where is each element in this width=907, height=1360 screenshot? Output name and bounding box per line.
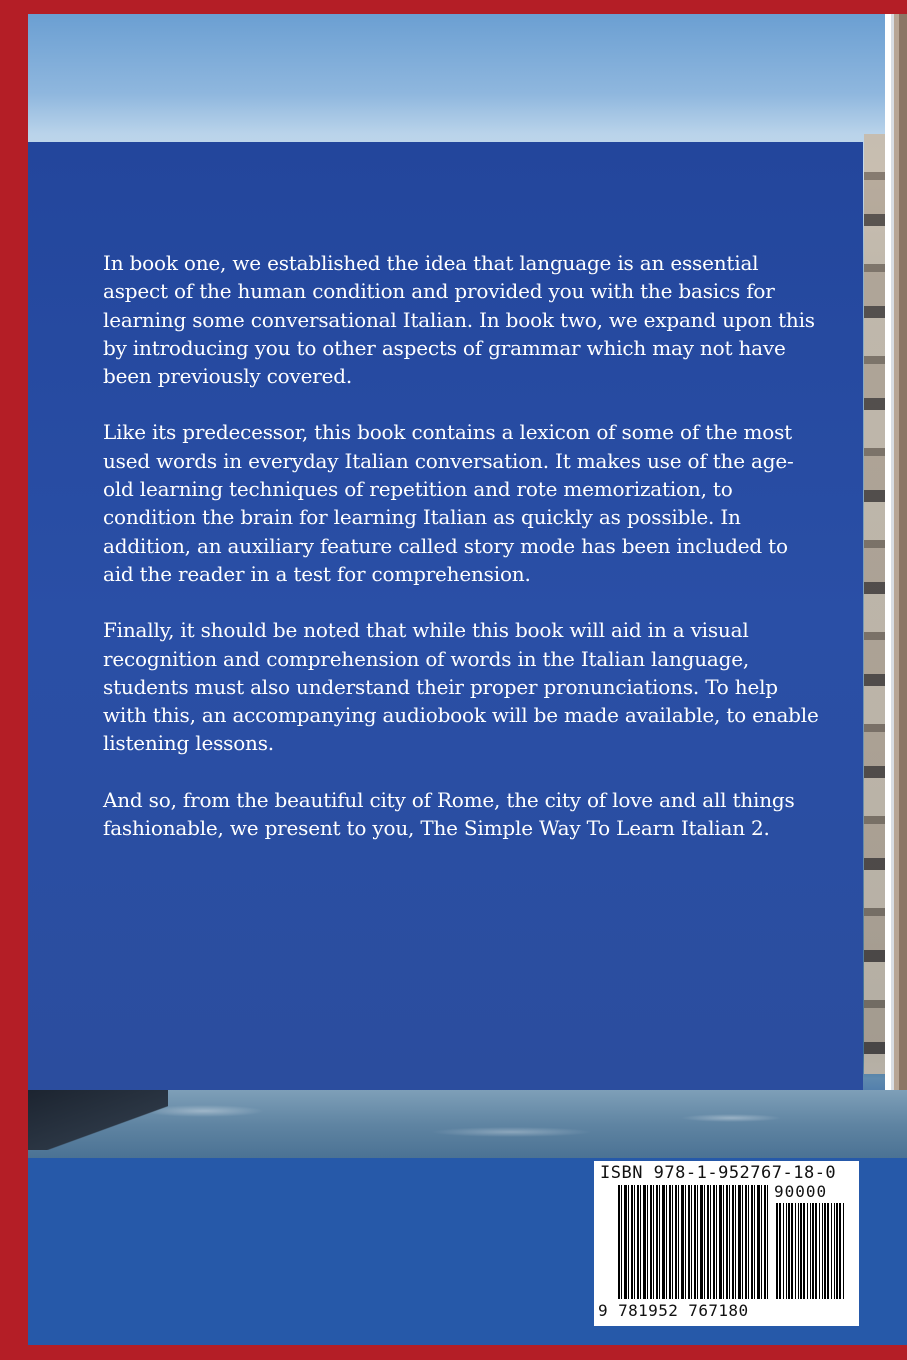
isbn-label: ISBN 978-1-952767-18-0 — [600, 1163, 837, 1183]
barcode-addon-bars — [776, 1203, 846, 1299]
gondola-silhouette — [28, 1090, 168, 1150]
blurb-panel — [28, 142, 863, 1090]
isbn-barcode — [594, 1161, 859, 1326]
blurb-paragraph: And so, from the beautiful city of Rome, the city of love and all things fashionable, we present to you, The Simple Way To Learn Italian 2. — [103, 787, 795, 841]
ean-digits: 9 781952 767180 — [598, 1301, 768, 1320]
barcode-bars — [618, 1185, 768, 1299]
price-addon-label: 90000 — [774, 1182, 828, 1201]
blurb-paragraph: Finally, it should be noted that while this book will aid in a visual recognition and comprehension of words in the Italian language, students must also understand their proper pronunciations. To help with this, an accompanying audiobook will be made available, to enable listening lessons. — [103, 618, 819, 756]
blurb-paragraph: In book one, we established the idea that language is an essential aspect of the human condition and provided you with the basics for learning some conversational Italian. In book two, we expand upon this by introducing you to other aspects of grammar which may not have been previously covered. — [103, 251, 815, 389]
book-back-cover — [28, 14, 907, 1345]
blurb-paragraph: Like its predecessor, this book contains a lexicon of some of the most used words in everyday Italian conversation. It makes use of the age-old learning techniques of repetition and rote memorization, to condition the brain for learning Italian as quickly as possible. In addition, an auxiliary feature called story mode has been included to aid the reader in a test for comprehension. — [103, 420, 794, 586]
